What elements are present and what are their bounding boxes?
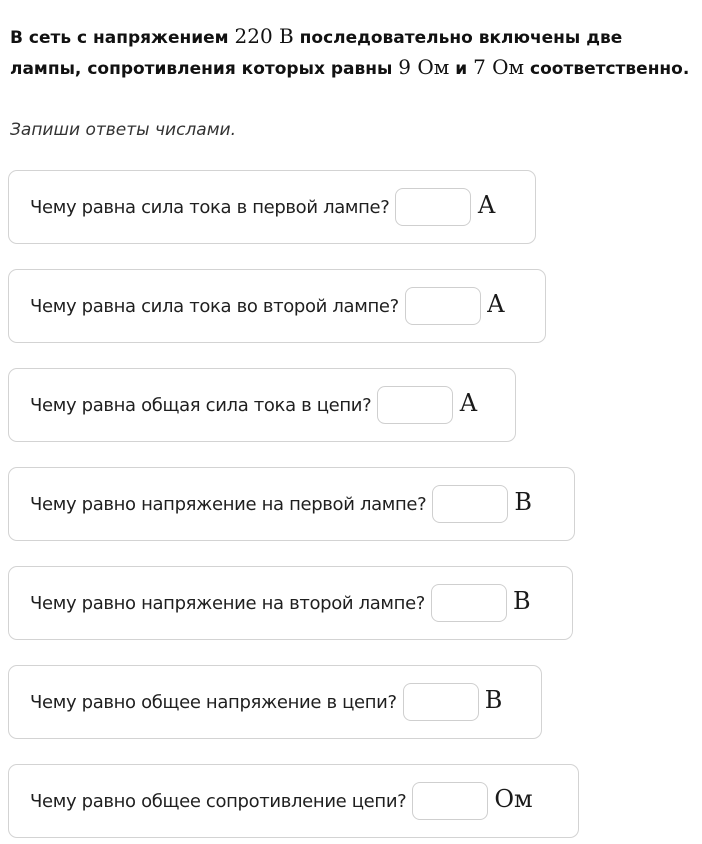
question-6-unit: В <box>484 686 503 714</box>
question-7-text: Чему равно общее сопротивление цепи? <box>30 790 407 812</box>
problem-statement <box>10 22 690 84</box>
question-3-answer-input[interactable] <box>377 386 453 424</box>
question-card-7 <box>8 764 579 838</box>
question-3-unit: А <box>459 389 478 417</box>
question-7-answer-input[interactable] <box>412 782 488 820</box>
question-card-4 <box>8 467 575 541</box>
question-1-text: Чему равна сила тока в первой лампе? <box>30 196 390 218</box>
question-4-answer-input[interactable] <box>432 485 508 523</box>
voltage-value: 220 В <box>234 24 294 48</box>
problem-text-part4: соответственно. <box>524 59 690 79</box>
question-2-unit: А <box>486 290 505 318</box>
resistance-1-value: 9 Ом <box>398 55 450 79</box>
instruction-text: Запиши ответы числами. <box>10 120 236 140</box>
question-4-unit: В <box>514 488 532 516</box>
question-7-unit: Ом <box>494 785 533 813</box>
question-5-unit: В <box>513 587 531 615</box>
question-5-answer-input[interactable] <box>431 584 507 622</box>
problem-text-part1: В сеть с напряжением <box>10 28 235 48</box>
question-card-3 <box>8 368 516 442</box>
question-card-5 <box>8 566 573 640</box>
question-6-answer-input[interactable] <box>403 683 479 721</box>
problem-text-part3: и <box>449 59 474 79</box>
question-5-text: Чему равно напряжение на второй лампе? <box>30 592 426 614</box>
problem-text-part2: последовательно включены две лампы, сопротивления которых равны <box>10 28 623 79</box>
question-3-text: Чему равна общая сила тока в цепи? <box>30 394 372 416</box>
resistance-2-value: 7 Ом <box>473 55 525 79</box>
question-2-answer-input[interactable] <box>405 287 481 325</box>
question-card-2 <box>8 269 546 343</box>
question-1-unit: А <box>477 191 496 219</box>
question-2-text: Чему равна сила тока во второй лампе? <box>30 295 399 317</box>
question-6-text: Чему равно общее напряжение в цепи? <box>30 691 397 713</box>
question-1-answer-input[interactable] <box>395 188 471 226</box>
question-4-text: Чему равно напряжение на первой лампе? <box>30 493 427 515</box>
question-card-1 <box>8 170 536 244</box>
question-card-6 <box>8 665 542 739</box>
